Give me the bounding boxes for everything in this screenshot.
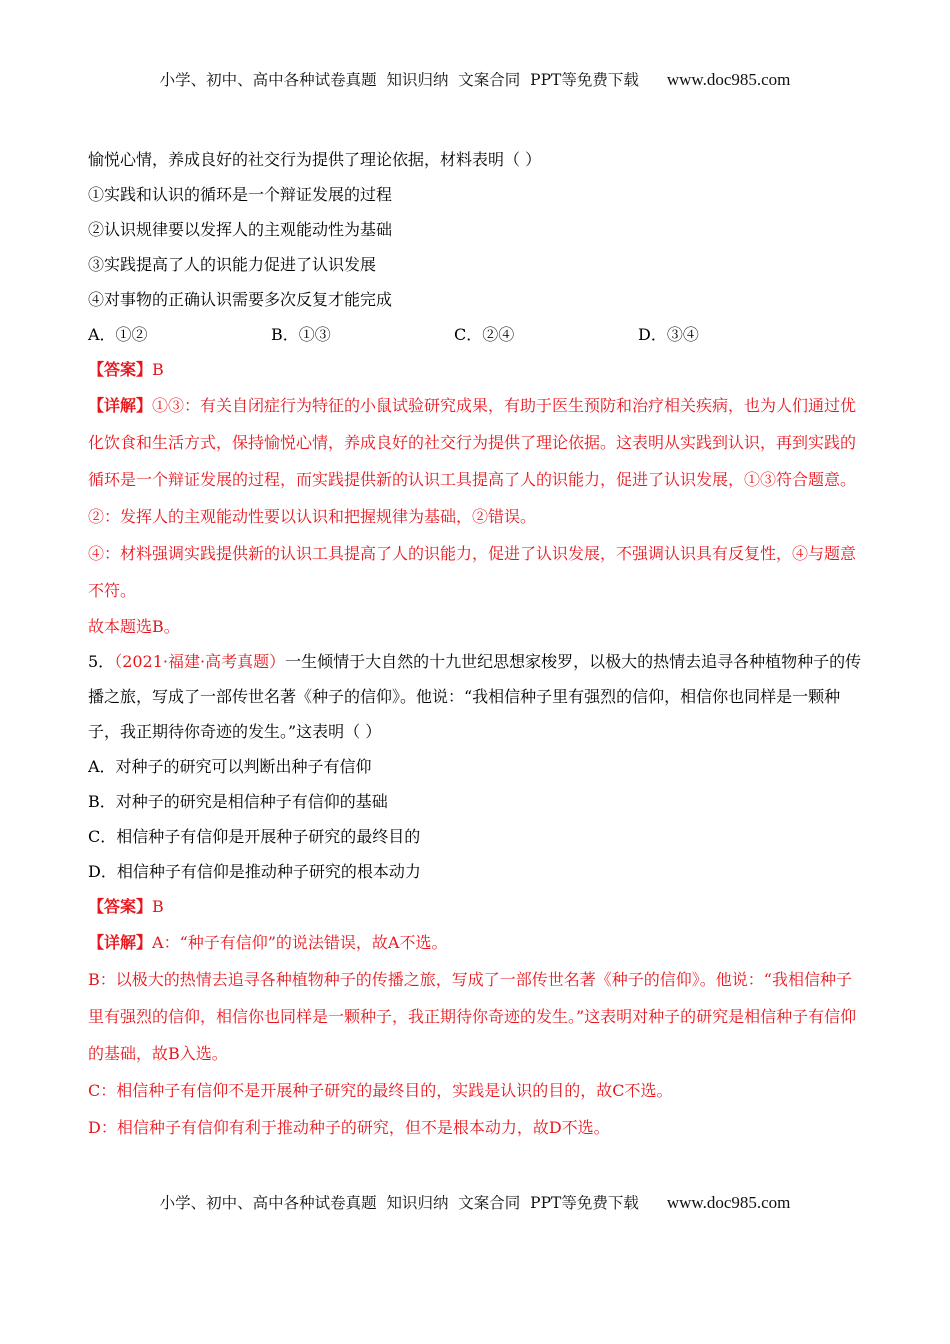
q5-detail-b: B：以极大的热情去追寻各种植物种子的传播之旅，写成了一部传世名著《种子的信仰》。他说：“我相信种子里有强烈的信仰，相信你也同样是一颗种子，我正期待你奇迹的发生。”这表明对种子的研究是相信种子有信仰的基础，故B入选。 <box>88 970 857 1063</box>
q5-detail-tag: 【详解】 <box>88 933 153 952</box>
q4-statement-4: ④对事物的正确认识需要多次反复才能完成 <box>88 290 393 309</box>
q4-answer-tag: 【答案】 <box>88 360 153 379</box>
footer-text: 小学、初中、高中各种试卷真题 知识归纳 文案合同 PPT等免费下载 <box>159 1194 639 1212</box>
q5-answer <box>88 889 862 924</box>
q4-stem-tail: 愉悦心情，养成良好的社交行为提供了理论依据，材料表明（ ） <box>88 150 542 169</box>
q4-option-d: D．③④ <box>638 325 699 344</box>
q5-stem <box>88 644 862 749</box>
page-footer <box>0 1191 950 1213</box>
q5-detail-d: D：相信种子有信仰有利于推动种子的研究，但不是根本动力，故D不选。 <box>88 1118 610 1137</box>
header-text: 小学、初中、高中各种试卷真题 知识归纳 文案合同 PPT等免费下载 <box>159 71 639 89</box>
q4-option-a: A．①② <box>88 325 148 344</box>
document-body <box>88 142 862 1146</box>
q5-option-a: A．对种子的研究可以判断出种子有信仰 <box>88 757 372 776</box>
q5-option-b: B．对种子的研究是相信种子有信仰的基础 <box>88 792 388 811</box>
q4-answer <box>88 352 862 387</box>
q4-answer-value: B <box>152 360 164 379</box>
q4-detail-p2: ②：发挥人的主观能动性要以认识和把握规律为基础，②错误。 <box>88 507 537 526</box>
q5-detail-c: C：相信种子有信仰不是开展种子研究的最终目的，实践是认识的目的，故C不选。 <box>88 1081 673 1100</box>
q4-statement-3: ③实践提高了人的识能力促进了认识发展 <box>88 255 377 274</box>
q5-detail-a <box>88 924 862 961</box>
q4-detail-tag: 【详解】 <box>88 396 153 415</box>
q5-number: 5． <box>88 652 115 671</box>
header-site-link[interactable]: www.doc985.com <box>666 70 791 89</box>
footer-site-link[interactable]: www.doc985.com <box>666 1193 791 1212</box>
q4-detail-p1 <box>88 387 862 498</box>
q4-detail-p3: ④：材料强调实践提供新的认识工具提高了人的识能力，促进了认识发展，不强调认识具有反复性，④与题意不符。 <box>88 544 857 600</box>
q5-answer-value: B <box>152 897 164 916</box>
q5-option-d: D．相信种子有信仰是推动种子研究的根本动力 <box>88 862 421 881</box>
q5-stem-text: 一生倾情于大自然的十九世纪思想家梭罗，以极大的热情去追寻各种植物种子的传播之旅，写成了一部传世名著《种子的信仰》。他说：“我相信种子里有强烈的信仰，相信你也同样是一颗种子，我正期待你奇迹的发生。”这表明（ ） <box>88 652 862 741</box>
page-header <box>0 68 950 90</box>
q4-statement-2: ②认识规律要以发挥人的主观能动性为基础 <box>88 220 393 239</box>
q5-answer-tag: 【答案】 <box>88 897 153 916</box>
q4-statement-1: ①实践和认识的循环是一个辩证发展的过程 <box>88 185 393 204</box>
q4-conclusion: 故本题选B。 <box>88 617 180 636</box>
q4-option-c: C．②④ <box>454 325 515 344</box>
q5-detail-a-text: A：“种子有信仰”的说法错误，故A不选。 <box>152 933 448 952</box>
q4-detail-p1-text: ①③：有关自闭症行为特征的小鼠试验研究成果，有助于医生预防和治疗相关疾病，也为人们通过优化饮食和生活方式，保持愉悦心情，养成良好的社交行为提供了理论依据。这表明从实践到认识，再到实践的循环是一个辩证发展的过程，而实践提供新的认识工具提高了人的识能力，促进了认识发展，①③符合题意。 <box>88 396 857 489</box>
q4-option-b: B．①③ <box>271 325 331 344</box>
q5-option-c: C．相信种子有信仰是开展种子研究的最终目的 <box>88 827 421 846</box>
q5-source: （2021·福建·高考真题） <box>114 652 286 671</box>
q4-options <box>88 317 862 352</box>
